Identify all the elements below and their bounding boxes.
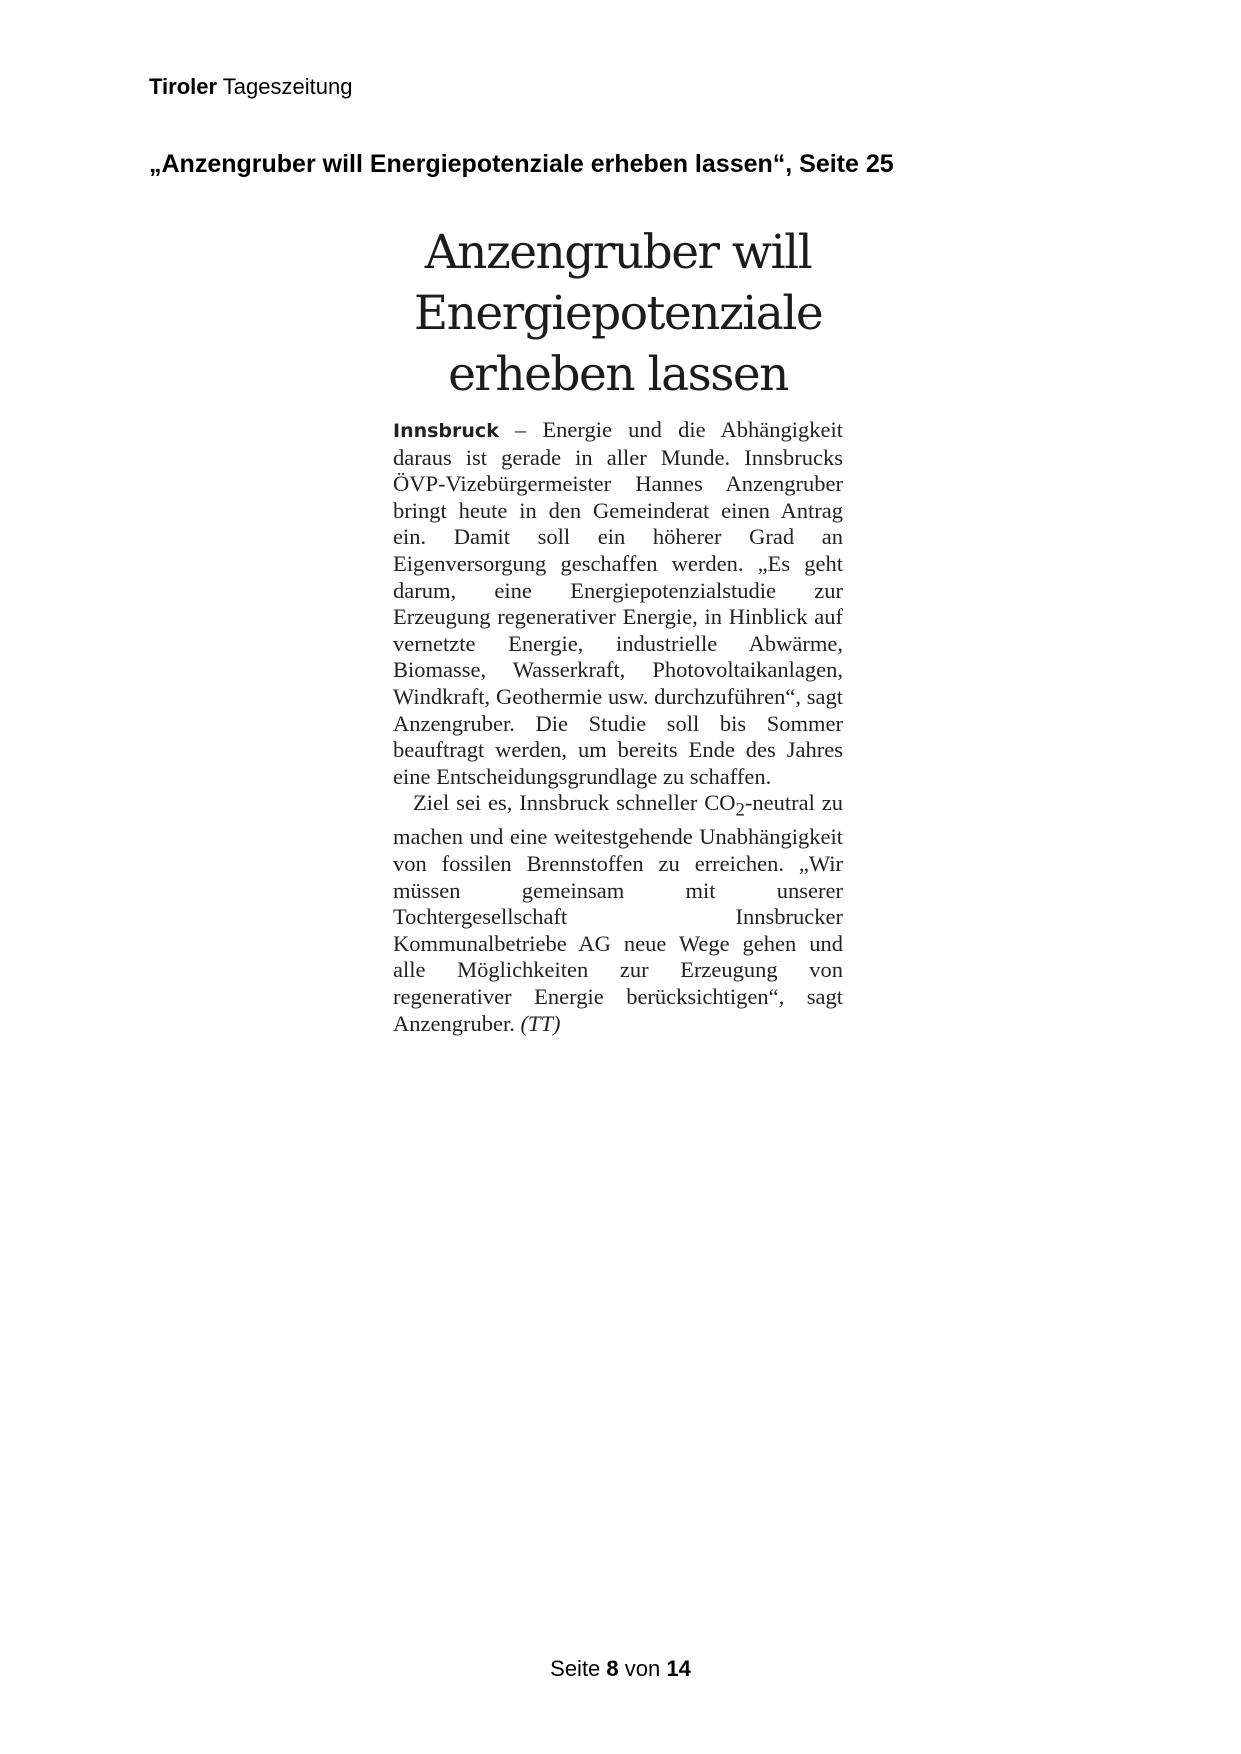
- headline-line: erheben lassen: [448, 347, 788, 402]
- paragraph-text: Ziel sei es, Innsbruck schneller CO: [413, 790, 736, 816]
- publication-name: [149, 73, 352, 101]
- page-current: 8: [606, 1656, 619, 1681]
- headline-line: Anzengruber will: [424, 225, 812, 280]
- co2-subscript: 2: [735, 799, 745, 821]
- dateline-separator: –: [498, 417, 543, 442]
- page-middle: von: [618, 1656, 667, 1681]
- article-paragraph: [393, 417, 843, 790]
- source-tag: (TT): [520, 1010, 561, 1036]
- page-total: 14: [666, 1656, 691, 1681]
- paragraph-text: Energie und die Abhängigkeit daraus ist gerade in aller Munde. Innsbrucks ÖVP-Vizebürgermeister Hannes Anzengruber bringt heute in den Gemeinderat einen Antrag ein. Damit soll ein höherer Grad an Eigenversorgung geschaffen werden. „Es geht darum, eine Energiepotenzialstudie zur Erzeugung regenerativer Energie, in Hinblick auf vernetzte Energie, industrielle Abwärme, Biomasse, Wasserkraft, Photovoltaikanlagen, Windkraft, Geothermie usw. durchzuführen“, sagt Anzengruber. Die Studie soll bis Sommer beauftragt werden, um bereits Ende des Jahres eine Entscheidungsgrundlage zu schaffen.: [393, 417, 843, 789]
- paragraph-text: -neutral zu machen und eine weitestgehende Unabhängigkeit von fossilen Brennstoffen zu erreichen. „Wir müssen gemeinsam mit unserer Tochtergesellschaft Innsbrucker Kommunalbetriebe AG neue Wege gehen und alle Möglichkeiten zur Erzeugung von regenerativer Energie berücksichtigen“, sagt Anzengruber.: [393, 790, 843, 1036]
- article-paragraph: [393, 790, 843, 1037]
- publication-name-rest: Tageszeitung: [217, 74, 353, 99]
- headline-line: Energiepotenziale: [413, 286, 823, 341]
- article-headline: [393, 222, 843, 405]
- dateline: Innsbruck: [393, 420, 499, 442]
- page-number: [0, 1655, 1241, 1683]
- newspaper-clipping: [393, 222, 843, 1037]
- article-body: [393, 417, 843, 1037]
- publication-name-bold: Tiroler: [149, 74, 218, 99]
- page-prefix: Seite: [550, 1656, 607, 1681]
- article-reference-heading: „Anzengruber will Energiepotenziale erheben lassen“, Seite 25: [149, 150, 894, 178]
